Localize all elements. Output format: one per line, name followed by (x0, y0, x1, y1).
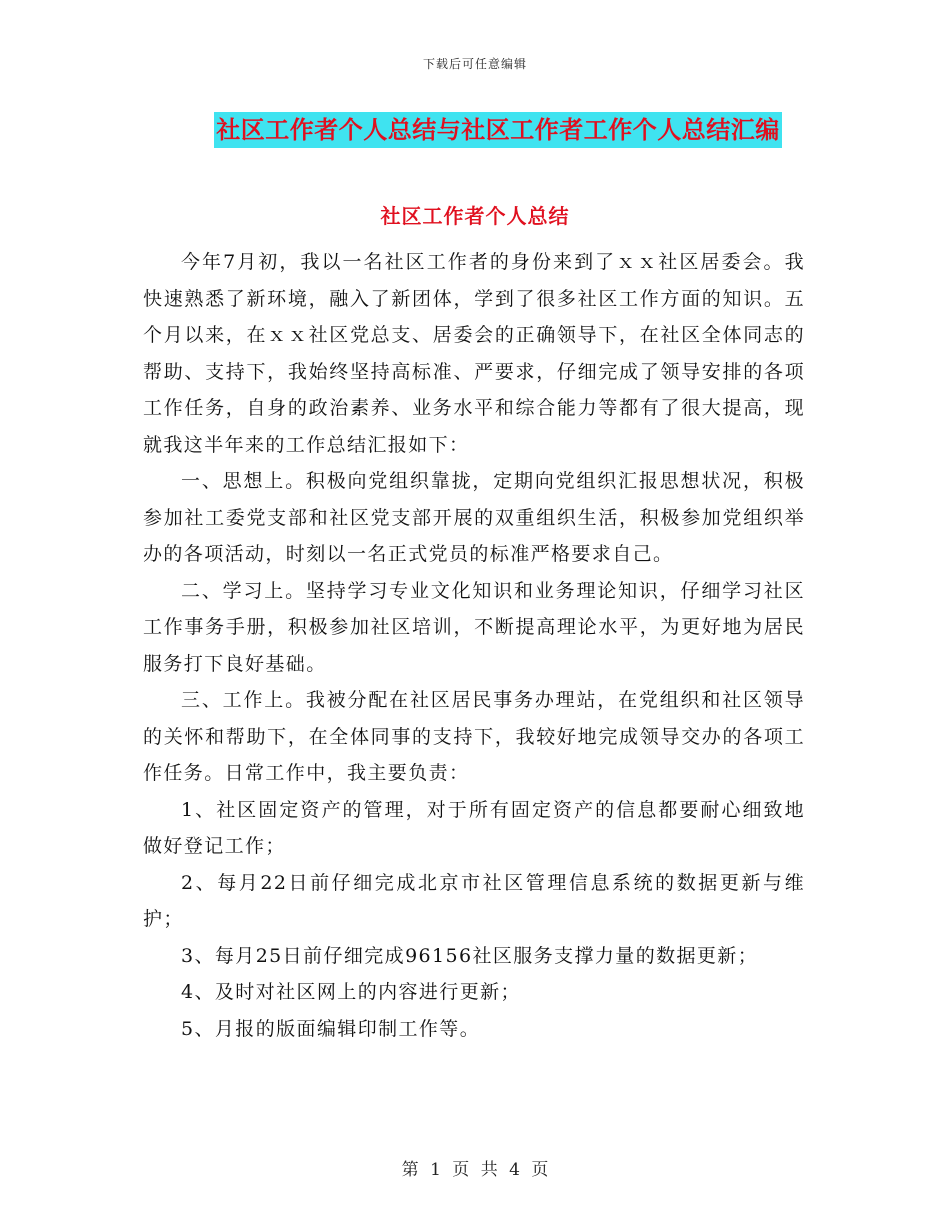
document-title: 社区工作者个人总结与社区工作者工作个人总结汇编 (214, 112, 782, 148)
paragraph-intro: 今年7月初，我以一名社区工作者的身份来到了ｘｘ社区居委会。我快速熟悉了新环境，融入了新团体，学到了很多社区工作方面的知识。五个月以来，在ｘｘ社区党总支、居委会的正确领导下，在社区全体同志的帮助、支持下，我始终坚持高标准、严要求，仔细完成了领导安排的各项工作任务，自身的政治素养、业务水平和综合能力等都有了很大提高，现就我这半年来的工作总结汇报如下： (143, 251, 805, 456)
document-title-container (0, 112, 950, 148)
paragraph-ideology: 一、思想上。积极向党组织靠拢，定期向党组织汇报思想状况，积极参加社工委党支部和社区党支部开展的双重组织生活，积极参加党组织举办的各项活动，时刻以一名正式党员的标准严格要求自己。 (143, 470, 805, 565)
list-item: 3、每月25日前仔细完成96156社区服务支撑力量的数据更新； (181, 944, 759, 967)
list-item: 1、社区固定资产的管理，对于所有固定资产的信息都要耐心细致地做好登记工作； (143, 798, 805, 857)
section-title: 社区工作者个人总结 (380, 204, 570, 228)
paragraph-study: 二、学习上。坚持学习专业文化知识和业务理论知识，仔细学习社区工作事务手册，积极参加社区培训，不断提高理论水平，为更好地为居民服务打下良好基础。 (143, 579, 805, 675)
paragraph-work: 三、工作上。我被分配在社区居民事务办理站，在党组织和社区领导的关怀和帮助下，在全体同事的支持下，我较好地完成领导交办的各项工作任务。日常工作中，我主要负责： (143, 689, 805, 784)
document-body (143, 244, 805, 1047)
list-item: 2、每月22日前仔细完成北京市社区管理信息系统的数据更新与维护； (143, 871, 805, 930)
list-item: 4、及时对社区网上的内容进行更新； (181, 981, 521, 1003)
list-item: 5、月报的版面编辑印制工作等。 (181, 1017, 481, 1040)
header-note: 下载后可任意编辑 (422, 57, 527, 71)
page-number-footer: 第 1 页 共 4 页 (401, 1160, 549, 1180)
